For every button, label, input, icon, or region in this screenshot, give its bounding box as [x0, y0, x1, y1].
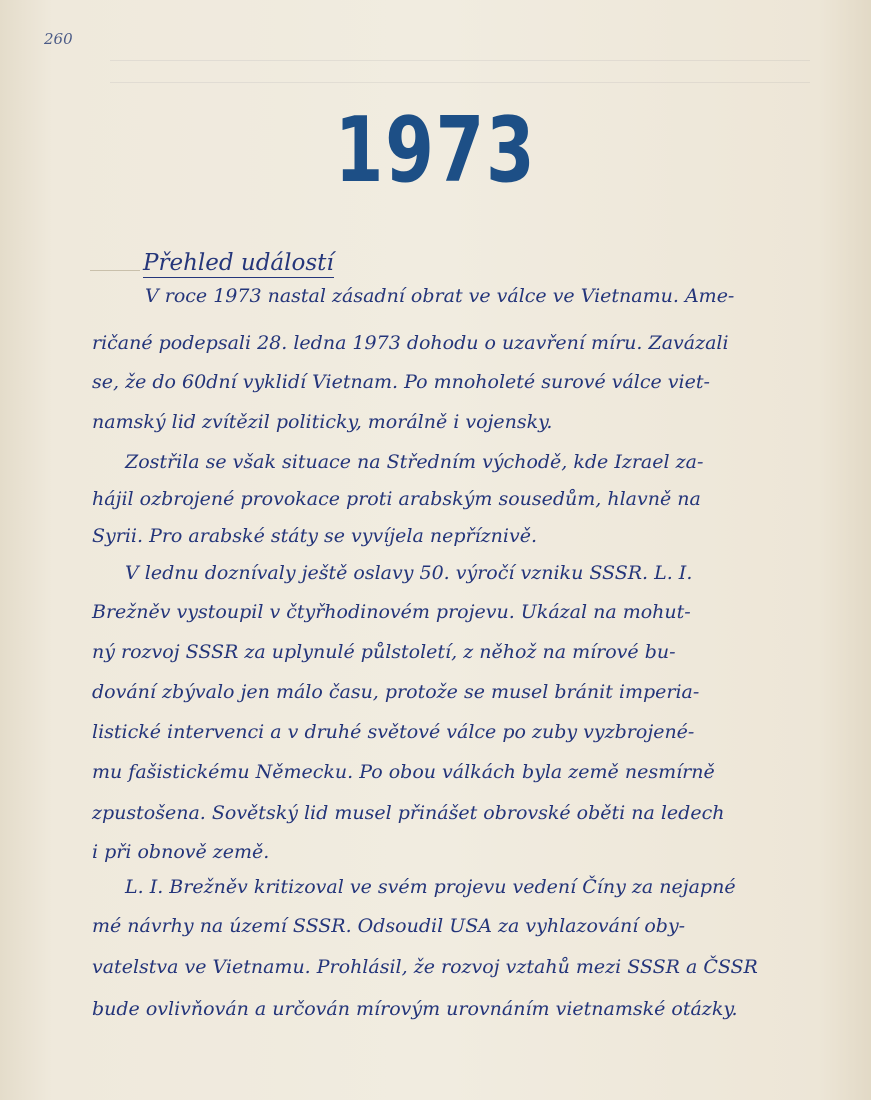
text-line: mé návrhy na území SSSR. Odsoudil USA za vyhlazování oby-	[92, 915, 686, 937]
text-line: listické intervenci a v druhé světové válce po zuby vyzbrojené-	[92, 721, 695, 743]
page-number: 260	[44, 30, 73, 48]
text-line: mu fašistickému Německu. Po obou válkách byla země nesmírně	[92, 761, 715, 783]
text-line: V lednu doznívaly ještě oslavy 50. výročí vzniku SSSR. L. I.	[125, 562, 693, 584]
text-line: Syrii. Pro arabské státy se vyvíjela nepříznivě.	[92, 525, 538, 547]
text-line: namský lid zvítězil politicky, morálně i vojensky.	[92, 411, 553, 433]
margin-rule	[90, 270, 140, 271]
text-line: ný rozvoj SSSR za uplynulé půlstoletí, z něhož na mírové bu-	[92, 641, 676, 663]
text-line: vatelstva ve Vietnamu. Prohlásil, že rozvoj vztahů mezi SSSR a ČSSR	[92, 956, 758, 978]
text-line: i při obnově země.	[92, 841, 270, 863]
text-line: hájil ozbrojené provokace proti arabským sousedům, hlavně na	[92, 488, 701, 510]
text-line: ričané podepsali 28. ledna 1973 dohodu o uzavření míru. Zavázali	[92, 332, 729, 354]
text-line: V roce 1973 nastal zásadní obrat ve válce ve Vietnamu. Ame-	[145, 285, 735, 307]
text-line: bude ovlivňován a určován mírovým urovnáním vietnamské otázky.	[92, 998, 738, 1020]
section-heading: Přehled událostí	[143, 250, 334, 276]
text-line: se, že do 60dní vyklidí Vietnam. Po mnoholeté surové válce viet-	[92, 371, 710, 393]
text-line: L. I. Brežněv kritizoval ve svém projevu vedení Číny za nejapné	[125, 876, 736, 898]
text-line: dování zbývalo jen málo času, protože se musel bránit imperia-	[92, 681, 700, 703]
text-line: Zostřila se však situace na Středním východě, kde Izrael za-	[125, 451, 704, 473]
text-line: zpustošena. Sovětský lid musel přinášet obrovské oběti na ledech	[92, 802, 725, 824]
text-line: Brežněv vystoupil v čtyřhodinovém projevu. Ukázal na mohut-	[92, 601, 691, 623]
year-stamp: 1973	[334, 98, 537, 203]
bleed-through	[110, 82, 810, 83]
bleed-through	[110, 60, 810, 61]
